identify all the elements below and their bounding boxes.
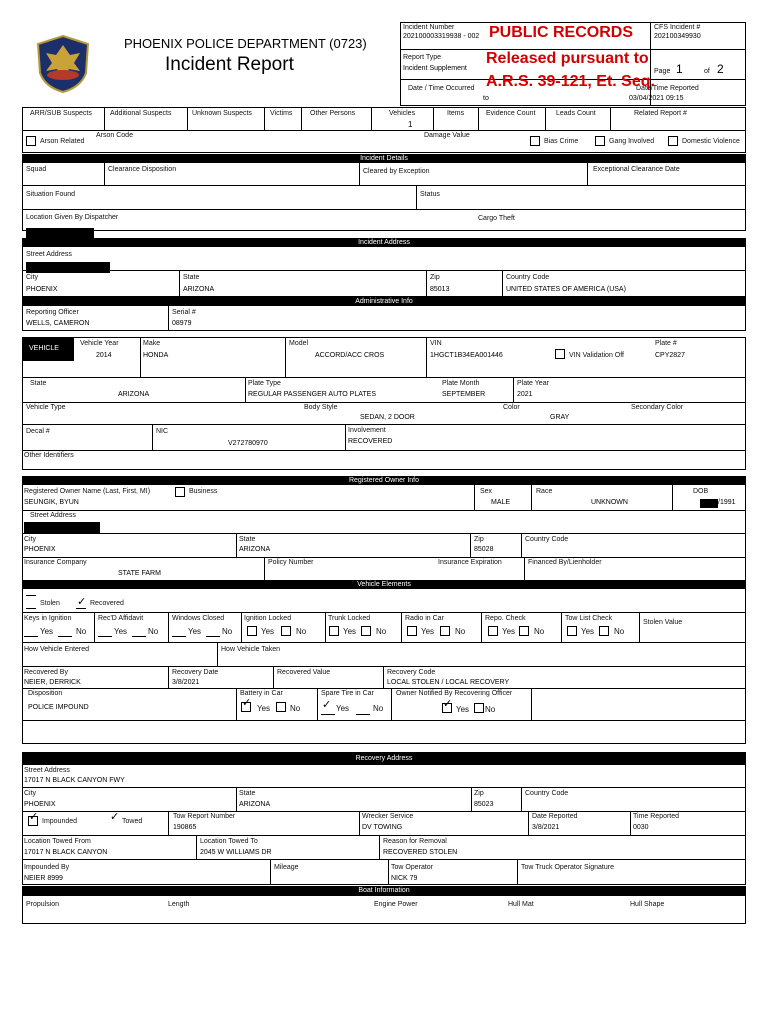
battery-label: Battery in Car [240,690,283,697]
towlist-no-checkbox[interactable] [599,626,609,636]
keys-no[interactable]: No [76,627,87,636]
affidavit-yes[interactable]: Yes [114,627,128,636]
notified-yes: Yes [456,705,470,714]
battery-yes-check-icon: ✓ [242,697,252,709]
repo-no-checkbox[interactable] [519,626,529,636]
make-label: Make [143,340,161,347]
involvement-value: RECOVERED [348,438,393,445]
color-value: GRAY [550,414,570,421]
page-of: of [704,68,710,75]
clearance-disposition-label: Clearance Disposition [108,166,177,173]
recovered-value-label: Recovered Value [277,669,331,676]
towlist-yes: Yes [581,627,595,636]
plate-year-label: Plate Year [517,380,549,387]
page-title: Incident Report [165,54,294,75]
recovery-street: 17017 N BLACK CANYON FWY [24,777,125,784]
radio-no: No [455,627,466,636]
vehicle-year: 2014 [96,352,112,359]
ignition-yes: Yes [261,627,275,636]
battery-no: No [290,704,301,713]
recovery-street-label: Street Address [24,767,70,774]
vehicle-tag-label: VEHICLE [29,345,59,352]
trunk-yes-checkbox[interactable] [329,626,339,636]
involvement-label: Involvement [348,427,386,434]
dob-value: /1991 [718,499,736,506]
count-unknown-suspects: Unknown Suspects [192,110,252,117]
zip-value: 85013 [430,286,450,293]
mileage-label: Mileage [274,864,299,871]
date-reported: 03/04/2021 09:15 [629,95,684,102]
redaction [700,499,718,508]
tow-operator: NICK 79 [391,875,418,882]
recovery-country-label: Country Code [525,790,569,797]
report-type: Incident Supplement [403,65,467,72]
impounded-by: NEIER 8999 [24,875,63,882]
statute-stamp: A.R.S. 39-121, Et. Seq. [486,73,655,90]
hull-mat-label: Hull Mat [508,901,534,908]
domestic-violence-checkbox[interactable] [668,136,678,146]
count-vehicles: Vehicles [389,110,416,117]
location-to-label: Location Towed To [200,838,258,845]
towed-check-icon[interactable]: ✓ [110,811,120,823]
vin-validation-checkbox[interactable] [555,349,565,359]
domestic-violence-label: Domestic Violence [682,138,740,145]
color-label: Color [503,404,520,411]
nic-label: NIC [156,428,169,435]
department-seal [36,35,90,93]
reporting-officer-label: Reporting Officer [26,309,79,316]
recovery-date-reported: 3/8/2021 [532,824,560,831]
redaction [26,228,94,238]
plate-label: Plate # [655,340,677,347]
impounded-by-label: Impounded By [24,864,70,871]
vehicle-year-label: Vehicle Year [80,340,119,347]
city-value: PHOENIX [26,286,58,293]
spare-yes-check-icon[interactable]: ✓ [322,699,332,711]
trunk-yes: Yes [343,627,357,636]
owner-country-label: Country Code [525,536,569,543]
race-value: UNKNOWN [591,499,628,506]
keys-yes[interactable]: Yes [40,627,54,636]
radio-no-checkbox[interactable] [440,626,450,636]
recovery-code-label: Recovery Code [387,669,436,676]
vehicle-state-label: State [30,380,47,387]
zip-label: Zip [430,274,440,281]
recovery-city: PHOENIX [24,801,56,808]
trunk-no: No [376,627,387,636]
model-label: Model [289,340,309,347]
tow-report-label: Tow Report Number [173,813,236,820]
boat-information-bar: Boat Information [22,886,746,896]
status-label: Status [420,191,440,198]
incident-details-bar: Incident Details [22,154,746,163]
battery-yes: Yes [257,704,271,713]
spare-yes: Yes [336,704,350,713]
windows-yes[interactable]: Yes [188,627,202,636]
owner-city-label: City [24,536,37,543]
make-value: HONDA [143,352,169,359]
recovery-state-label: State [239,790,256,797]
public-records-stamp: PUBLIC RECORDS [489,24,634,41]
ignition-no: No [296,627,307,636]
administrative-info-bar: Administrative Info [22,297,746,306]
count-additional-suspects: Additional Suspects [110,110,172,117]
squad-label: Squad [26,166,47,173]
location-to: 2045 W WILLIAMS DR [200,849,272,856]
windows-closed-label: Windows Closed [172,615,225,622]
dob-label: DOB [693,488,709,495]
recovery-zip: 85023 [474,801,494,808]
recovery-city-label: City [24,790,37,797]
bias-crime-label: Bias Crime [544,138,579,145]
cfs-label: CFS Incident # [654,24,701,31]
nic-value: V272780970 [228,440,268,447]
vin-label: VIN [430,340,442,347]
stolen-label: Stolen [40,600,60,607]
tow-signature-label: Tow Truck Operator Signature [521,864,614,871]
owner-zip: 85028 [474,546,494,553]
incident-address-bar: Incident Address [22,238,746,247]
wrecker-label: Wrecker Service [362,813,414,820]
owner-zip-label: Zip [474,536,484,543]
recovery-date: 3/8/2021 [172,679,200,686]
keys-in-ignition-label: Keys in Ignition [24,615,72,622]
count-related-report: Related Report # [634,110,687,117]
trunk-no-checkbox[interactable] [361,626,371,636]
vin-value: 1HGCT1B34EA001446 [430,352,503,359]
vehicle-state: ARIZONA [118,391,150,398]
reason-label: Reason for Removal [383,838,447,845]
disposition: POLICE IMPOUND [28,704,89,711]
count-evidence: Evidence Count [486,110,536,117]
exceptional-clearance-date-label: Exceptional Clearance Date [593,166,680,173]
recovered-label: Recovered [90,600,124,607]
other-identifiers-label: Other Identifiers [24,452,74,459]
count-arr-sub-suspects: ARR/SUB Suspects [30,110,92,117]
redaction [26,262,110,273]
situation-found-label: Situation Found [26,191,76,198]
recovery-date-label: Recovery Date [172,669,219,676]
date-occurred-to: to [483,95,489,102]
released-stamp: Released pursuant to [486,50,649,67]
department-name: PHOENIX POLICE DEPARTMENT (0723) [124,36,367,51]
plate-type-label: Plate Type [248,380,281,387]
wrecker: DV TOWING [362,824,403,831]
owner-name: SEUNGIK, BYUN [24,499,79,506]
trunk-locked-label: Trunk Locked [328,615,371,622]
insurance-value: STATE FARM [118,570,161,577]
reporting-officer: WELLS, CAMERON [26,320,90,327]
race-label: Race [536,488,553,495]
insurance-label: Insurance Company [24,559,87,566]
length-label: Length [168,901,190,908]
engine-power-label: Engine Power [374,901,418,908]
location-from: 17017 N BLACK CANYON [24,849,108,856]
spare-tire-label: Spare Tire in Car [321,690,374,697]
plate-year: 2021 [517,391,533,398]
recovered-by-label: Recovered By [24,669,68,676]
radio-yes: Yes [421,627,435,636]
repo-no: No [534,627,545,636]
arson-code-label: Arson Code [96,132,133,139]
arson-related-checkbox[interactable] [26,136,36,146]
reason: RECOVERED STOLEN [383,849,458,856]
count-leads: Leads Count [556,110,596,117]
radio-yes-checkbox[interactable] [407,626,417,636]
recovery-zip-label: Zip [474,790,484,797]
ignition-locked-label: Ignition Locked [244,615,292,622]
arson-related-label: Arson Related [40,138,85,145]
notified-yes-check-icon: ✓ [443,698,453,710]
state-value: ARIZONA [183,286,215,293]
owner-state: ARIZONA [239,546,271,553]
country-value: UNITED STATES OF AMERICA (USA) [506,286,626,293]
plate-value: CPY2827 [655,352,685,359]
vehicle-type-label: Vehicle Type [26,404,66,411]
count-items: Items [447,110,465,117]
time-reported-label: Time Reported [633,813,680,820]
serial-value: 08979 [172,320,192,327]
affidavit-no[interactable]: No [148,627,159,636]
cfs-number: 202100349930 [654,33,701,40]
sex-value: MALE [491,499,511,506]
policy-label: Policy Number [268,559,314,566]
incident-number: 202100003319938 - 002 [403,33,480,40]
ignition-yes-checkbox[interactable] [247,626,257,636]
redaction [24,522,100,533]
date-occurred-label: Date / Time Occurred [408,85,475,92]
disposition-label: Disposition [28,690,63,697]
cleared-by-exception-label: Cleared by Exception [363,168,430,175]
location-from-label: Location Towed From [24,838,91,845]
plate-month: SEPTEMBER [442,391,486,398]
towed-label: Towed [122,818,143,825]
ignition-no-checkbox[interactable] [281,626,291,636]
recovery-code: LOCAL STOLEN / LOCAL RECOVERY [387,679,510,686]
windows-no[interactable]: No [222,627,233,636]
recovery-date-reported-label: Date Reported [532,813,578,820]
secondary-color-label: Secondary Color [631,404,684,411]
state-label: State [183,274,200,281]
affidavit-label: Rec'D Affidavit [98,615,144,622]
repo-check-label: Repo. Check [485,615,526,622]
notified-no: No [485,705,496,714]
radio-in-car-label: Radio in Car [405,615,444,622]
recovery-state: ARIZONA [239,801,271,808]
notified-no-checkbox[interactable] [474,703,484,713]
owner-city: PHOENIX [24,546,56,553]
towlist-yes-checkbox[interactable] [567,626,577,636]
bias-crime-checkbox[interactable] [530,136,540,146]
page-total: 2 [717,62,724,76]
plate-type: REGULAR PASSENGER AUTO PLATES [248,391,376,398]
recovered-check-icon[interactable]: ✓ [77,596,87,608]
location-given-label: Location Given By Dispatcher [26,214,119,221]
recovered-by: NEIER, DERRICK [24,679,81,686]
count-victims: Victims [270,110,293,117]
owner-name-label: Registered Owner Name (Last, First, MI) [24,488,151,495]
vin-validation-label: VIN Validation Off [569,352,624,359]
registered-owner-bar: Registered Owner Info [22,476,746,485]
body-style-label: Body Style [304,404,338,411]
impounded-label: Impounded [42,818,78,825]
count-other-persons: Other Persons [310,110,356,117]
stolen-value-label: Stolen Value [643,619,683,626]
street-address-label: Street Address [26,251,72,258]
sex-label: Sex [480,488,493,495]
gang-involved-label: Gang Involved [609,138,655,145]
model-value: ACCORD/ACC CROS [315,352,385,359]
hull-shape-label: Hull Shape [630,901,665,908]
repo-yes-checkbox[interactable] [488,626,498,636]
page-label: Page [654,68,671,75]
insurance-exp-label: Insurance Expiration [438,559,502,566]
gang-involved-checkbox[interactable] [595,136,605,146]
spare-no: No [373,704,384,713]
repo-yes: Yes [502,627,516,636]
propulsion-label: Propulsion [26,901,60,908]
cargo-theft-label: Cargo Theft [478,215,515,222]
how-entered-label: How Vehicle Entered [24,646,89,653]
impounded-check-icon: ✓ [29,811,39,823]
owner-street-label: Street Address [30,512,76,519]
tow-list-check-label: Tow List Check [565,615,613,622]
decal-label: Decal # [26,428,50,435]
owner-notified-label: Owner Notified By Recovering Officer [396,690,513,697]
body-style: SEDAN, 2 DOOR [360,414,415,421]
owner-state-label: State [239,536,256,543]
financed-label: Financed By/Lienholder [528,559,602,566]
recovery-address-bar: Recovery Address [22,752,746,765]
page-number: 1 [676,62,683,76]
report-type-label: Report Type [403,54,442,61]
how-taken-label: How Vehicle Taken [221,646,281,653]
country-label: Country Code [506,274,550,281]
battery-no-checkbox[interactable] [276,702,286,712]
time-reported: 0030 [633,824,649,831]
tow-operator-label: Tow Operator [391,864,434,871]
incident-number-label: Incident Number [403,24,455,31]
towlist-no: No [614,627,625,636]
damage-value-label: Damage Value [424,132,470,139]
vehicle-elements-bar: Vehicle Elements [22,580,746,589]
city-label: City [26,274,39,281]
date-reported-label: Date/Time Reported [636,85,699,92]
business-label: Business [189,488,218,495]
serial-label: Serial # [172,309,196,316]
count-vehicles-value: 1 [408,120,413,129]
business-checkbox[interactable] [175,487,185,497]
plate-month-label: Plate Month [442,380,480,387]
tow-report: 190865 [173,824,197,831]
